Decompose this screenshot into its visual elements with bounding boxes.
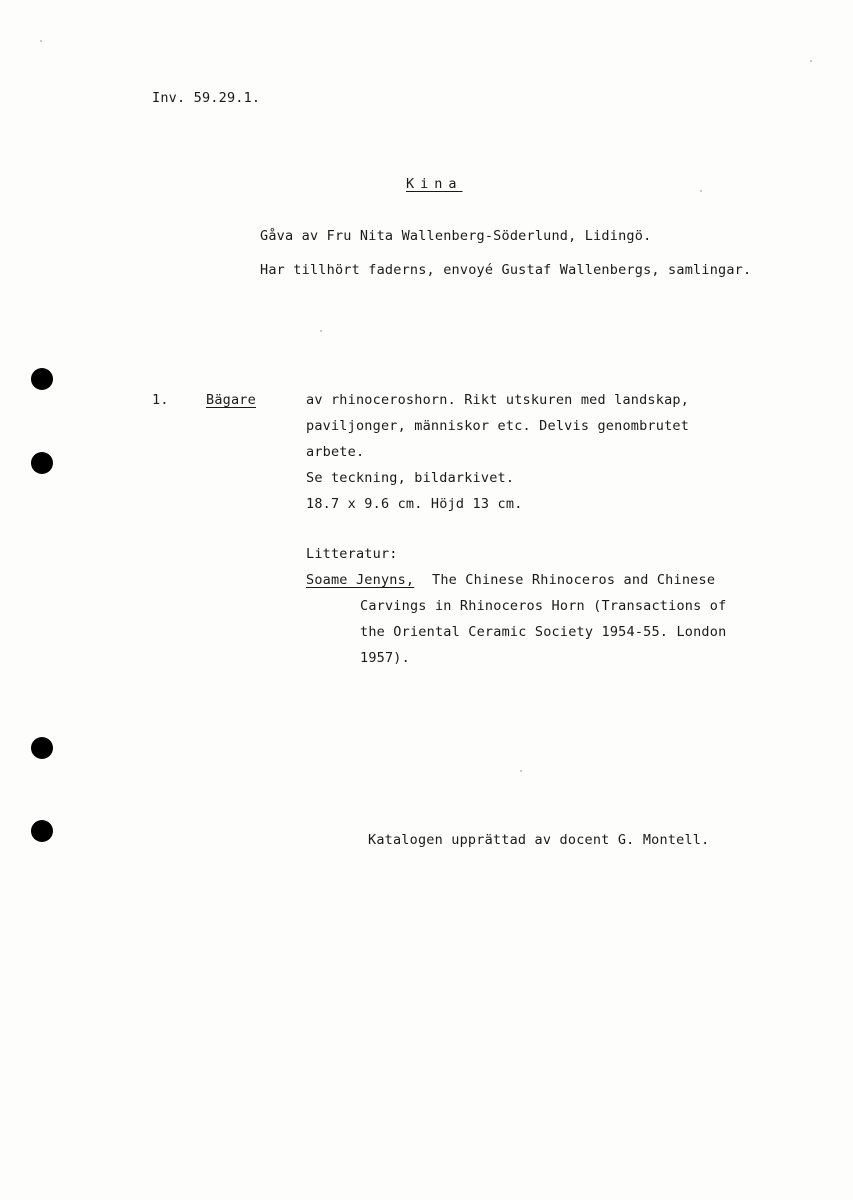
punch-hole-4: [31, 820, 53, 842]
inventory-number: Inv. 59.29.1.: [152, 90, 261, 106]
literature-author: Soame Jenyns,: [306, 572, 415, 588]
catalog-footer: Katalogen upprättad av docent G. Montell.: [368, 832, 710, 848]
scan-speck: [810, 60, 812, 62]
punch-hole-3: [31, 737, 53, 759]
description-line-2: paviljonger, människor etc. Delvis genombrutet: [306, 418, 690, 434]
description-line-1: av rhinoceroshorn. Rikt utskuren med landskap,: [306, 392, 690, 408]
scan-speck: [40, 40, 42, 42]
literature-line-1: The Chinese Rhinoceros and Chinese: [432, 572, 716, 588]
punch-hole-2: [31, 452, 53, 474]
scan-speck: [700, 190, 702, 192]
item-name: Bägare: [206, 392, 256, 408]
donor-line: Gåva av Fru Nita Wallenberg-Söderlund, Lidingö.: [260, 228, 652, 244]
description-line-3: arbete.: [306, 444, 365, 460]
description-line-4: Se teckning, bildarkivet.: [306, 470, 515, 486]
provenance-line: Har tillhört faderns, envoyé Gustaf Wallenbergs, samlingar.: [260, 262, 752, 278]
description-line-5: 18.7 x 9.6 cm. Höjd 13 cm.: [306, 496, 523, 512]
scan-speck: [520, 770, 522, 772]
literature-line-2: Carvings in Rhinoceros Horn (Transactions of: [360, 598, 727, 614]
item-number: 1.: [152, 392, 169, 408]
scan-speck: [320, 330, 322, 332]
punch-hole-1: [31, 368, 53, 390]
literature-line-4: 1957).: [360, 650, 410, 666]
literature-label: Litteratur:: [306, 546, 398, 562]
literature-line-3: the Oriental Ceramic Society 1954-55. London: [360, 624, 727, 640]
page-heading: Kina: [406, 176, 463, 192]
